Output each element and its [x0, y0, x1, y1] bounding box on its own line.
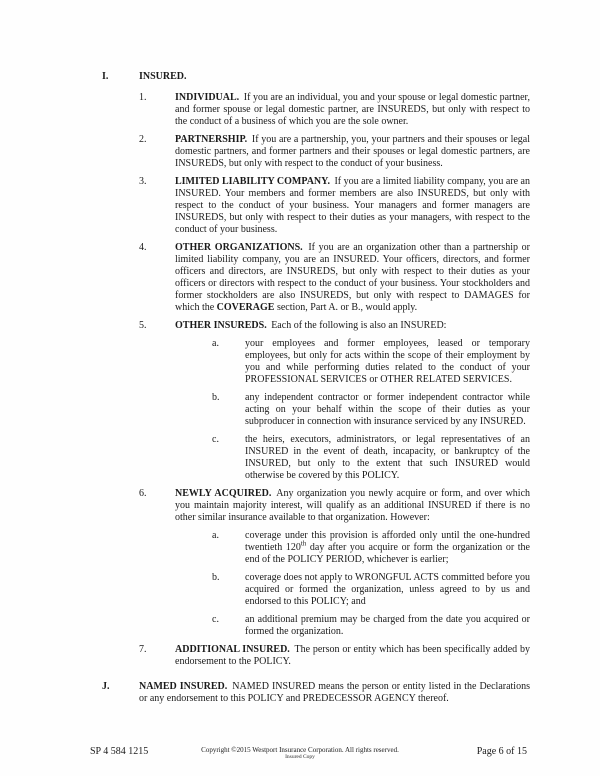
subitem-letter: a. [212, 338, 219, 349]
item-paragraph [175, 320, 530, 482]
definition-item-individual [139, 92, 530, 128]
item-paragraph [139, 681, 530, 705]
item-text: If you are an organization other than a partnership or limited liability company, you are an INSURED. Your officers, directors, and former officers and directors, are INSUREDS, but only with respect to their duties as your officers or directors with respect to the conduct of your business. Your stockholders and former stockholders are also INSUREDS, but only with respect to DAMAGES for which the [175, 242, 531, 313]
section-named-insured-title: NAMED INSURED. [139, 681, 228, 692]
section-named-insured-label: J. [102, 681, 110, 692]
bold-term-coverage: COVERAGE [216, 302, 275, 313]
item-title: NEWLY ACQUIRED. [175, 488, 272, 499]
definition-item-other-insureds [139, 320, 530, 482]
item-title: OTHER ORGANIZATIONS. [175, 242, 303, 253]
item-number: 2. [139, 134, 147, 145]
item-number: 5. [139, 320, 147, 331]
subitem-a [175, 530, 530, 566]
item-paragraph [175, 644, 530, 668]
item-text: The person or entity which has been specifically added by endorsement to the POLICY. [175, 644, 530, 667]
subitem-letter: c. [212, 614, 219, 625]
item-text: section, Part A. or B., would apply. [274, 302, 418, 313]
page-footer [0, 744, 600, 768]
item-paragraph [175, 92, 530, 128]
definition-item-limited-liability-company [139, 176, 530, 236]
definition-item-partnership [139, 134, 530, 170]
footer-copyright: Copyright ©2015 Westport Insurance Corporation. All rights reserved. [201, 746, 399, 754]
item-number: 6. [139, 488, 147, 499]
subitem-text: an additional premium may be charged from the date you acquired or formed the organization. [245, 614, 530, 637]
item-intro [175, 488, 530, 524]
item-text: If you are a limited liability company, you are an INSURED. Your members and former members are also INSUREDS, but only with respect to the conduct of your business. Your managers and former managers are INSUREDS, but only with respect to their duties as your managers, with respect to the conduct of your business. [175, 176, 530, 235]
subitem-text: any independent contractor or former independent contractor while acting on your behalf within the scope of their duties as your subproducer in connection with insurance serviced by any INSURED. [245, 392, 530, 427]
item-number: 4. [139, 242, 147, 253]
item-title: OTHER INSUREDS. [175, 320, 267, 331]
subitem-text: your employees and former employees, leased or temporary employees, but only for acts within the scope of their employment by you and while performing duties related to the conduct of your PROFESSIONAL SERVICES or OTHER RELATED SERVICES. [245, 338, 530, 385]
subitem-b [175, 392, 530, 428]
subitem-letter: c. [212, 434, 219, 445]
item-intro [175, 320, 530, 332]
item-number: 3. [139, 176, 147, 187]
subitem-text [245, 530, 530, 566]
item-title: ADDITIONAL INSURED. [175, 644, 290, 655]
footer-copyright-block [100, 747, 500, 760]
footer-form-number: SP 4 584 1215 [90, 746, 149, 757]
footer-insured-copy-watermark: Insured Copy [285, 754, 315, 760]
subitem-b [175, 572, 530, 608]
subitem-letter: b. [212, 572, 220, 583]
policy-definitions-content [102, 71, 530, 705]
section-named-insured-text: NAMED INSURED means the person or entity listed in the Declarations or any endorsement to this POLICY and PREDECESSOR AGENCY thereof. [139, 681, 530, 704]
item-title: INDIVIDUAL. [175, 92, 240, 103]
item-text: Any organization you newly acquire or form, and over which you maintain majority interest, will qualify as an additional INSURED if there is no other similar insurance available to that organization. However: [175, 488, 531, 523]
subitem-text-after: day after you acquire or form the organization or the end of the POLICY PERIOD, whichever is earlier; [245, 542, 530, 565]
section-named-insured-content [139, 681, 530, 705]
item-text: Each of the following is also an INSURED: [268, 320, 447, 331]
subitem-letter: b. [212, 392, 220, 403]
item-text: If you are an individual, you and your spouse or legal domestic partner, and former spouse or legal domestic partner, are INSUREDS, but only with respect to the conduct of a business of which you are the sole owner. [175, 92, 530, 127]
item-paragraph [175, 488, 530, 638]
section-insured-label: I. [102, 71, 109, 82]
item-paragraph [175, 134, 530, 170]
definition-item-other-organizations [139, 242, 530, 314]
item-paragraph [175, 242, 530, 314]
section-insured [102, 71, 530, 674]
definition-item-additional-insured [139, 644, 530, 668]
item-title: LIMITED LIABILITY COMPANY. [175, 176, 330, 187]
section-named-insured [102, 681, 530, 705]
subitem-text: the heirs, executors, administrators, or legal representatives of an INSURED in the event of death, incapacity, or bankruptcy of the INSURED, but only to the extent that such INSURED would otherwise be covered by this POLICY. [245, 434, 530, 481]
item-number: 7. [139, 644, 147, 655]
item-text: If you are a partnership, you, your partners and their spouses or legal domestic partners, and former partners and their spouses or legal domestic partners, are INSUREDS, but only with respect to the conduct of your business. [175, 134, 530, 169]
item-paragraph [175, 176, 530, 236]
footer-page-number: Page 6 of 15 [476, 746, 527, 757]
subitem-letter: a. [212, 530, 219, 541]
subitem-text-before: coverage under this provision is afforded only until the one-hundred twentieth 120 [245, 530, 530, 553]
subitem-c [175, 434, 530, 482]
subitem-c [175, 614, 530, 638]
definition-item-newly-acquired [139, 488, 530, 638]
section-insured-title: INSURED. [139, 71, 187, 82]
ordinal-superscript: th [300, 539, 307, 548]
item-number: 1. [139, 92, 147, 103]
section-insured-content [139, 71, 530, 674]
subitem-a [175, 338, 530, 386]
subitem-text: coverage does not apply to WRONGFUL ACTS committed before you acquired or formed the organization, unless agreed to by us and endorsed to this POLICY; and [245, 572, 530, 607]
item-title: PARTNERSHIP. [175, 134, 248, 145]
